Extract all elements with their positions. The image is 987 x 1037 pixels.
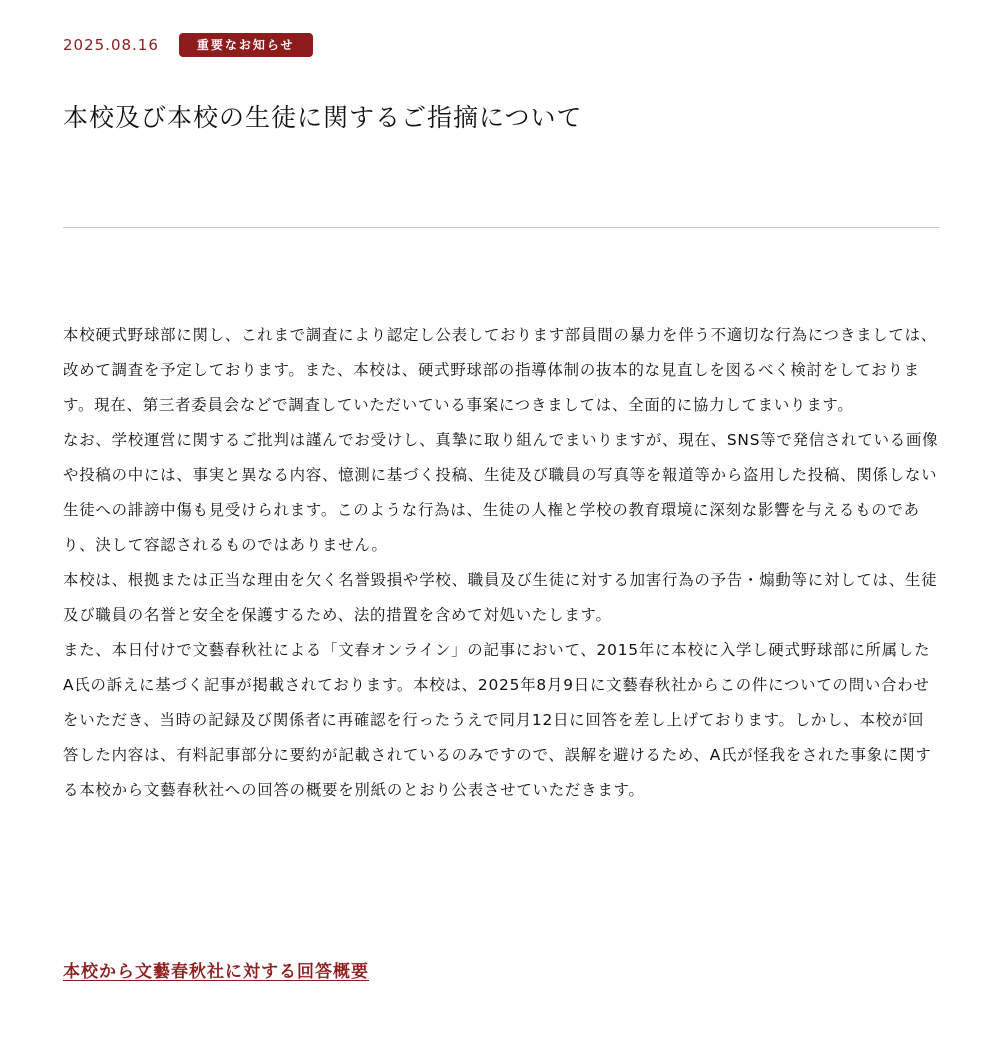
article-date: 2025.08.16 [63,36,159,54]
response-summary-link[interactable]: 本校から文藝春秋社に対する回答概要 [63,962,369,982]
paragraph-4: また、本日付けで文藝春秋社による「文春オンライン」の記事において、2015年に本校に入学し硬式野球部に所属したA氏の訴えに基づく記事が掲載されております。本校は、2025年8月9日に文藝春秋社からこの件についての問い合わせをいただき、当時の記録及び関係者に再確認を行ったうえで同月12日に回答を差し上げております。しかし、本校が回答した内容は、有料記事部分に要約が記載されているのみですので、誤解を避けるため、A氏が怪我をされた事象に関する本校から文藝春秋社への回答の概要を別紙のとおり公表させていただきます。 [63,641,932,799]
article-body [63,318,939,808]
article-meta [63,32,313,58]
paragraph-2: なお、学校運営に関するご批判は謹んでお受けし、真摯に取り組んでまいりますが、現在、SNS等で発信されている画像や投稿の中には、事実と異なる内容、憶測に基づく投稿、生徒及び職員の写真等を報道等から盗用した投稿、関係しない生徒への誹謗中傷も見受けられます。このような行為は、生徒の人権と学校の教育環境に深刻な影響を与えるものであり、決して容認されるものではありません。 [63,431,939,554]
page-title: 本校及び本校の生徒に関するご指摘について [63,103,583,132]
paragraph-3: 本校は、根拠または正当な理由を欠く名誉毀損や学校、職員及び生徒に対する加害行為の予告・煽動等に対しては、生徒及び職員の名誉と安全を保護するため、法的措置を含めて対処いたします。 [63,571,938,624]
paragraph-1: 本校硬式野球部に関し、これまで調査により認定し公表しております部員間の暴力を伴う不適切な行為につきましては、改めて調査を予定しております。また、本校は、硬式野球部の指導体制の抜本的な見直しを図るべく検討をしております。現在、第三者委員会などで調査していただいている事案につきましては、全面的に協力してまいります。 [63,326,937,414]
title-divider [63,227,939,228]
category-badge: 重要なお知らせ [179,33,313,57]
